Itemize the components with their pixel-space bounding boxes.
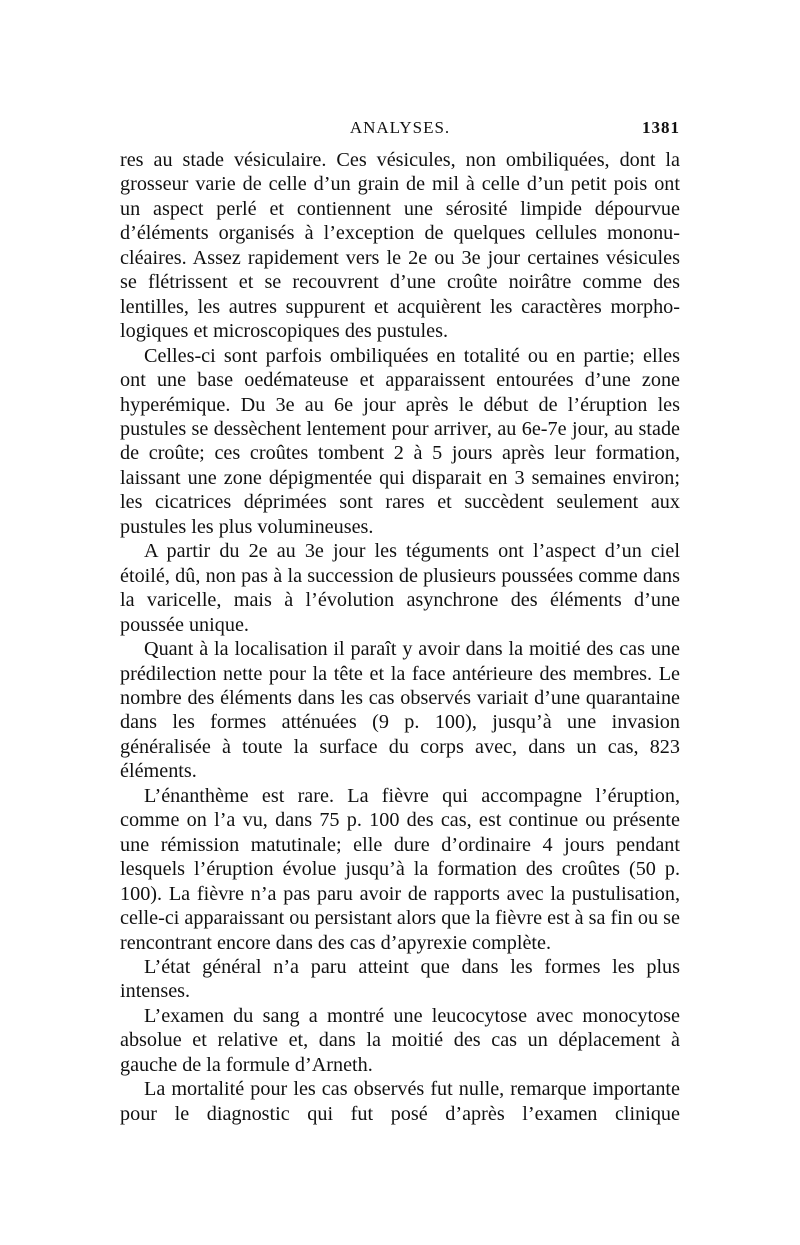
paragraph: L’énanthème est rare. La fièvre qui accompagne l’éruption, comme on l’a vu, dans 75 p. 100 des cas, est continue ou présente une rémission matutinale; elle dure d’ordinaire 4 jours pendant lesquels l’éruption évolue jusqu’à la formation des croûtes (50 p. 100). La fièvre n’a pas paru avoir de rapports avec la pustulisation, celle-ci apparaissant ou persistant alors que la fièvre est à sa fin ou se rencontrant encore dans des cas d’apyrexie complète. [120,784,680,954]
page-header [120,118,680,142]
paragraph: L’état général n’a paru atteint que dans les formes les plus intenses. [120,955,680,1003]
paragraph: Quant à la localisation il paraît y avoir dans la moitié des cas une prédilection nette pour la tête et la face antérieure des membres. Le nombre des éléments dans les cas observés variait d’une quarantaine dans les formes atténuées (9 p. 100), jusqu’à une invasion généralisée à toute la surface du corps avec, dans un cas, 823 éléments. [120,638,680,783]
page-number: 1381 [642,118,680,137]
body-text [120,148,680,1126]
paragraph: Celles-ci sont parfois ombiliquées en totalité ou en partie; elles ont une base oedémateuse et apparaissent entourées d’une zone hyperémique. Du 3e au 6e jour après le début de l’éruption les pustules se dessèchent lentement pour arriver, au 6e-7e jour, au stade de croûte; ces croûtes tombent 2 à 5 jours après leur formation, laissant une zone dépigmentée qui disparait en 3 semaines environ; les cicatrices déprimées sont rares et succèdent seulement aux pustules les plus volumineuses. [120,344,680,538]
paragraph-continued: La mortalité pour les cas observés fut nulle, remarque importante pour le diagnostic qui fut posé d’après l’examen clinique [120,1078,680,1125]
paragraph-continuation: res au stade vésiculaire. Ces vésicules, non ombiliquées, dont la grosseur varie de celle d’un grain de mil à celle d’un petit pois ont un aspect perlé et contiennent une sérosité limpide dépourvue d’éléments organisés à l’exception de quelques cellules mononucléaires. Assez rapidement vers le 2e ou 3e jour certaines vésicules se flétrissent et se recouvrent d’une croûte noirâtre comme des lentilles, les autres suppurent et acquièrent les caractères morphologiques et microscopiques des pustules. [120,149,680,343]
running-title: ANALYSES. [349,118,451,137]
paragraph: A partir du 2e au 3e jour les téguments ont l’aspect d’un ciel étoilé, dû, non pas à la succession de plusieurs poussées comme dans la varicelle, mais à l’évolution asynchrone des éléments d’une poussée unique. [120,540,680,636]
paragraph: L’examen du sang a montré une leucocytose avec monocytose absolue et relative et, dans la moitié des cas un déplacement à gauche de la formule d’Arneth. [120,1004,680,1076]
